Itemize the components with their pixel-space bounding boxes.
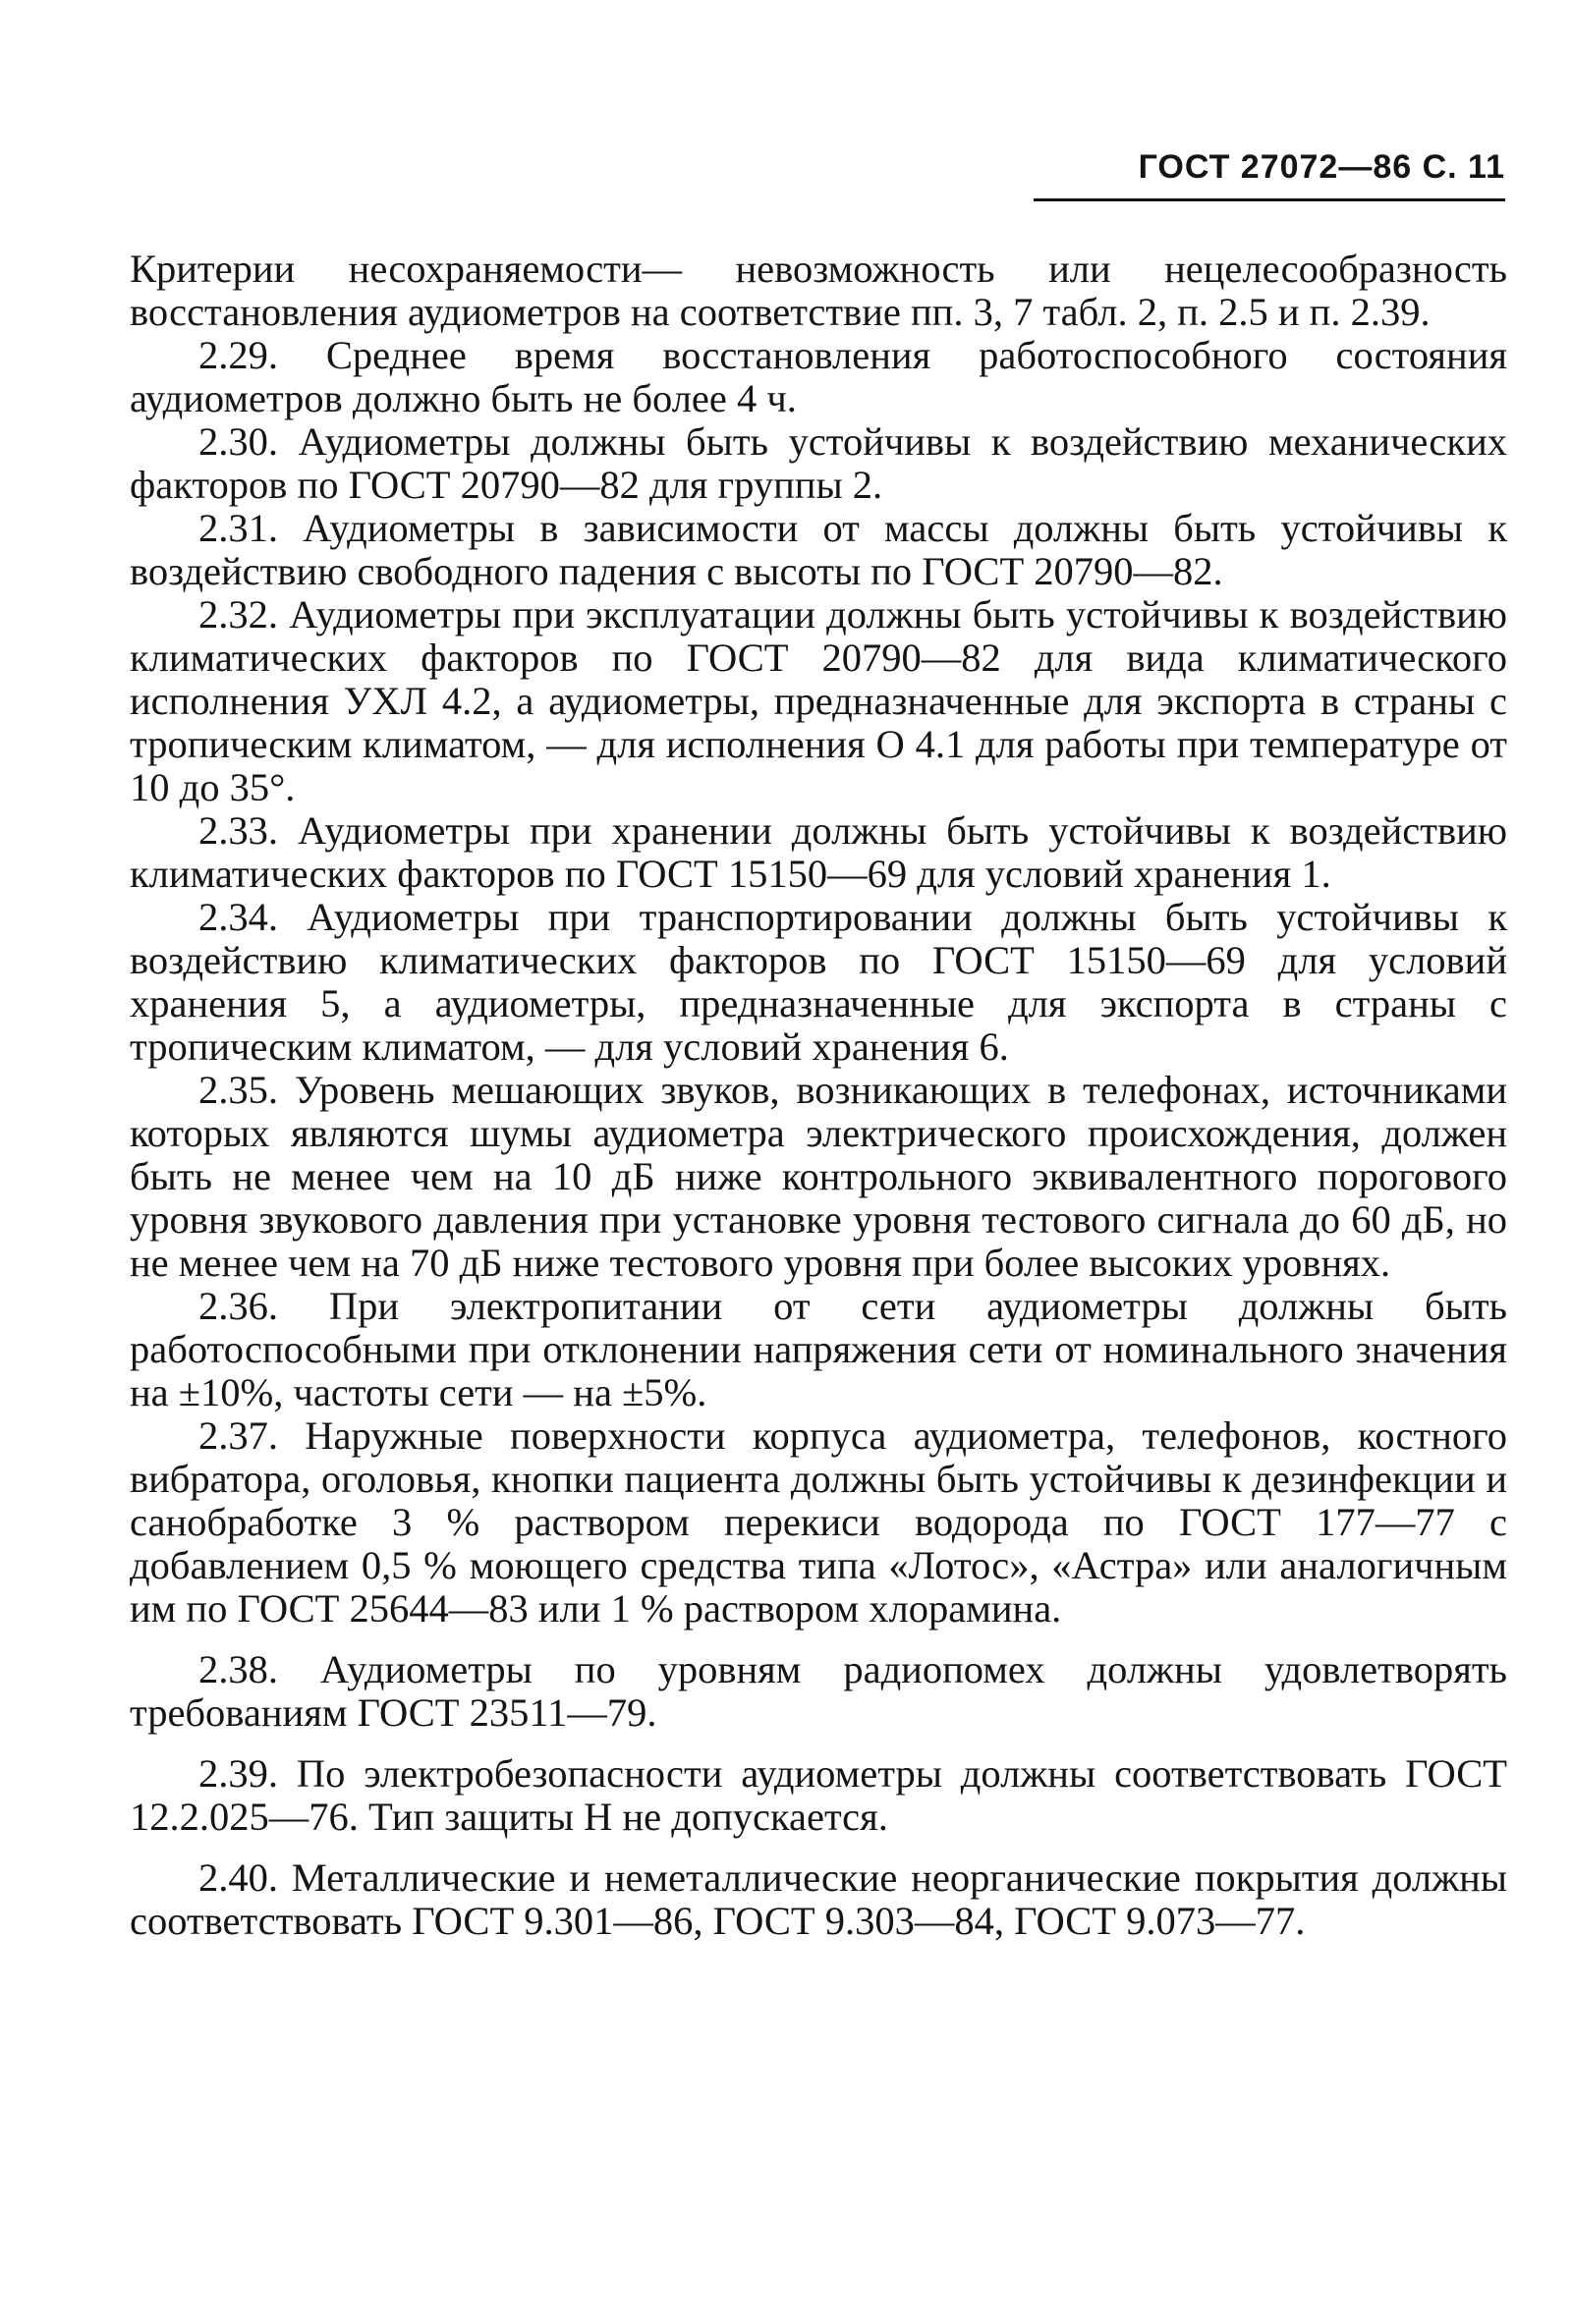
paragraph-2-40: 2.40. Металлические и неметаллические неорганические покрытия должны соответствовать ГОСТ 9.301—86, ГОСТ 9.303—84, ГОСТ 9.073—77. (130, 1855, 1507, 1943)
paragraph-2-39: 2.39. По электробезопасности аудиометры должны соответствовать ГОСТ 12.2.025—76. Тип защиты Н не допускается. (130, 1751, 1507, 1839)
page-header (1034, 147, 1505, 201)
paragraph-criteria: Критерии несохраняемости— невозможность или нецелесообразность восстановления аудиометров на соответствие пп. 3, 7 табл. 2, п. 2.5 и п. 2.39. (130, 247, 1507, 334)
paragraph-2-32: 2.32. Аудиометры при эксплуатации должны быть устойчивы к воздействию климатических факторов по ГОСТ 20790—82 для вида климатического исполнения УХЛ 4.2, а аудиометры, предназначенные для экспорта в страны с тропическим климатом, — для исполнения О 4.1 для работы при температуре от 10 до 35°. (130, 592, 1507, 809)
document-body (130, 248, 1507, 1943)
paragraph-2-29: 2.29. Среднее время восстановления работоспособного состояния аудиометров должно быть не более 4 ч. (130, 333, 1507, 420)
paragraph-2-38: 2.38. Аудиометры по уровням радиопомех должны удовлетворять требованиям ГОСТ 23511—79. (130, 1647, 1507, 1735)
paragraph-2-33: 2.33. Аудиометры при хранении должны быть устойчивы к воздействию климатических факторов по ГОСТ 15150—69 для условий хранения 1. (130, 808, 1507, 896)
page-header-title: ГОСТ 27072—86 С. 11 (1138, 148, 1505, 186)
paragraph-2-37: 2.37. Наружные поверхности корпуса аудиометра, телефонов, костного вибратора, оголовья, кнопки пациента должны быть устойчивы к дезинфекции и санобработке 3 % раствором перекиси водорода по ГОСТ 177—77 с добавлением 0,5 % моющего средства типа «Лотос», «Астра» или аналогичным им по ГОСТ 25644—83 или 1 % раствором хлорамина. (130, 1413, 1507, 1631)
paragraph-2-36: 2.36. При электропитании от сети аудиометры должны быть работоспособными при отклонении напряжения сети от номинального значения на ±10%, частоты сети — на ±5%. (130, 1284, 1507, 1414)
paragraph-2-30: 2.30. Аудиометры должны быть устойчивы к воздействию механических факторов по ГОСТ 20790—82 для группы 2. (130, 419, 1507, 507)
header-rule (1034, 198, 1505, 201)
paragraph-2-31: 2.31. Аудиометры в зависимости от массы должны быть устойчивы к воздействию свободного падения с высоты по ГОСТ 20790—82. (130, 506, 1507, 593)
paragraph-2-34: 2.34. Аудиометры при транспортировании должны быть устойчивы к воздействию климатических факторов по ГОСТ 15150—69 для условий хранения 5, а аудиометры, предназначенные для экспорта в страны с тропическим климатом, — для условий хранения 6. (130, 895, 1507, 1069)
paragraph-2-35: 2.35. Уровень мешающих звуков, возникающих в телефонах, источниками которых являются шумы аудиометра электрического происхождения, должен быть не менее чем на 10 дБ ниже контрольного эквивалентного порогового уровня звукового давления при установке уровня тестового сигнала до 60 дБ, но не менее чем на 70 дБ ниже тестового уровня при более высоких уровнях. (130, 1068, 1507, 1285)
